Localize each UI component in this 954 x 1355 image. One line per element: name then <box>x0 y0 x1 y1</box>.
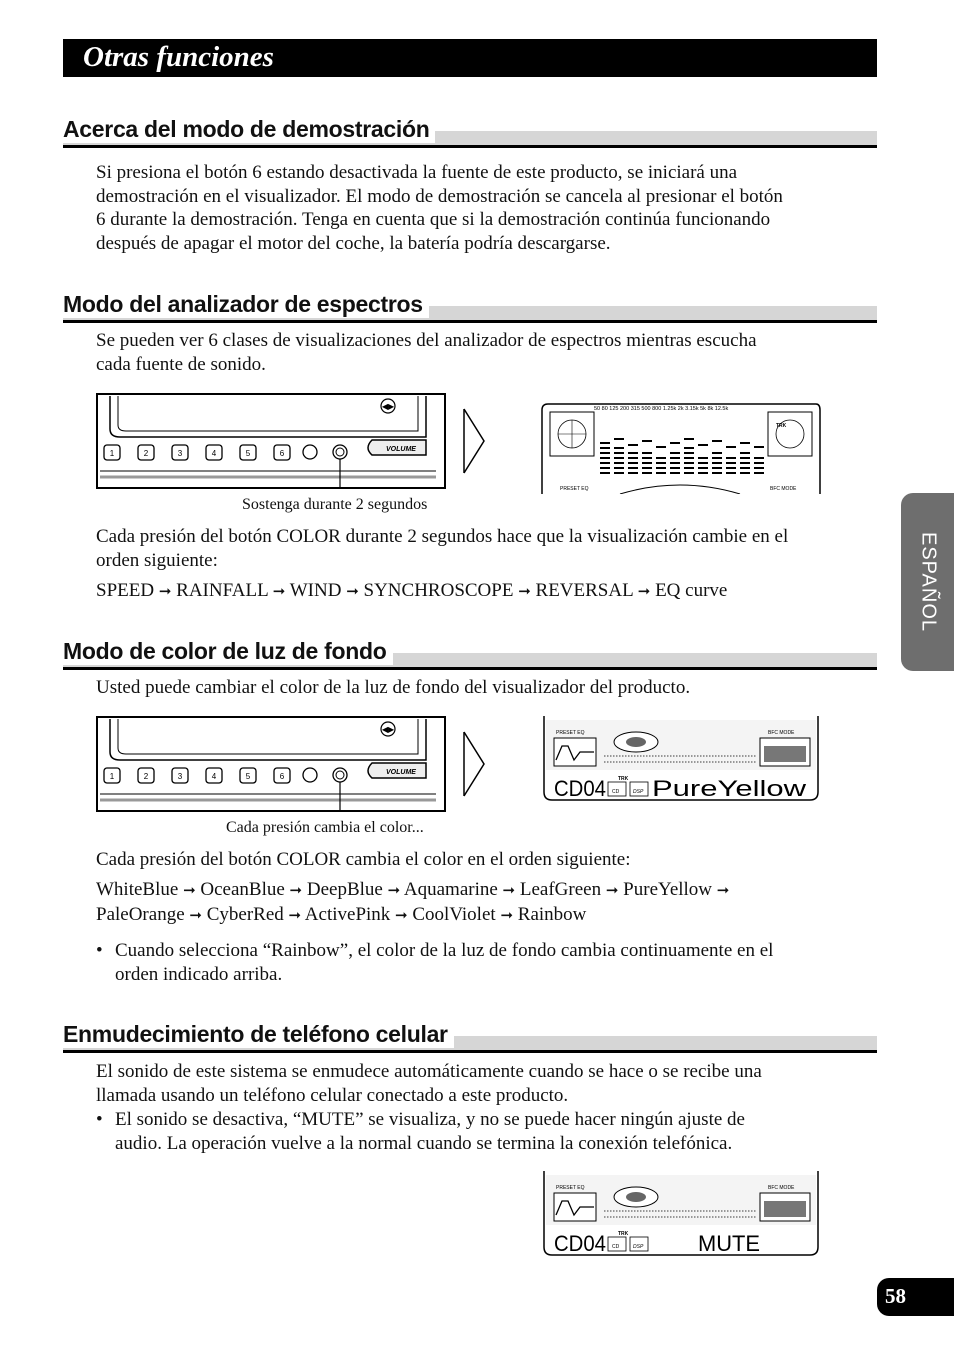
sequence-item: SPEED <box>96 580 155 601</box>
caption-color: Cada presión cambia el color... <box>226 819 424 836</box>
text-line: Cuando selecciona “Rainbow”, el color de la luz de fondo cambia continuamente en el <box>115 940 774 961</box>
display-text: MUTE <box>698 1231 760 1256</box>
language-tab <box>901 493 954 671</box>
right-arrow-icon: ➞ <box>346 582 359 600</box>
sequence-item: LeafGreen <box>519 879 602 900</box>
paragraph-backlight-order: Cada presión del botón COLOR cambia el color en el orden siguiente: <box>96 849 631 870</box>
right-arrow-icon: ➞ <box>518 582 531 600</box>
section-heading-text: Acerca del modo de demostración <box>63 115 435 143</box>
page-number-tab <box>877 1278 954 1316</box>
language-tab-label: ESPAÑOL <box>917 532 939 632</box>
page-title-bar <box>63 39 877 77</box>
svg-text:PRESET EQ: PRESET EQ <box>560 486 589 492</box>
svg-text:2: 2 <box>143 449 149 458</box>
bullet-icon: • <box>96 1109 103 1130</box>
section-heading-phone <box>63 1020 877 1053</box>
display-source: CD04 <box>554 1231 606 1256</box>
svg-text:6: 6 <box>279 449 285 458</box>
svg-text:BFC MODE: BFC MODE <box>770 486 797 492</box>
sequence-item: PaleOrange <box>96 903 185 925</box>
mute-display-illustration <box>542 1171 820 1259</box>
spectrum-display-illustration <box>540 402 822 494</box>
svg-text:1: 1 <box>109 449 115 458</box>
page-title: Otras funciones <box>83 41 274 73</box>
right-arrow-icon: ➞ <box>716 881 730 899</box>
text-line: Si presiona el botón 6 estando desactivada la fuente de este producto, se iniciará una <box>96 162 738 183</box>
text-line: llamada usando un teléfono celular conectado a este producto. <box>96 1084 569 1106</box>
right-arrow-icon: ➞ <box>288 905 302 924</box>
text-line: orden indicado arriba. <box>115 963 283 985</box>
right-arrow-icon: ➞ <box>387 881 401 899</box>
svg-text:TRK: TRK <box>776 423 787 429</box>
function-button <box>303 445 317 459</box>
sequence-item: CyberRed <box>206 903 284 925</box>
svg-text:PRESET EQ: PRESET EQ <box>556 1185 585 1191</box>
function-button <box>303 768 317 782</box>
arrow-right-icon <box>462 730 488 798</box>
bullet-mute <box>96 1108 856 1156</box>
sequence-item: Rainbow <box>517 903 587 925</box>
color-sequence <box>96 878 856 927</box>
sequence-item: PureYellow <box>623 879 713 900</box>
bullet-rainbow <box>96 939 856 987</box>
section-heading-text: Modo de color de luz de fondo <box>63 637 393 665</box>
section-heading-backlight <box>63 637 877 670</box>
svg-text:5: 5 <box>245 449 251 458</box>
right-arrow-icon: ➞ <box>183 881 196 899</box>
sequence-item: Aquamarine <box>403 879 498 900</box>
right-arrow-icon: ➞ <box>605 881 619 899</box>
text-line: Cada presión del botón COLOR durante 2 segundos hace que la visualización cambie en el <box>96 526 789 547</box>
sequence-item: RAINFALL <box>176 580 268 601</box>
paragraph-spectrum-order <box>96 525 866 572</box>
svg-text:4: 4 <box>211 772 217 781</box>
right-arrow-icon: ➞ <box>272 582 286 600</box>
text-line: El sonido se desactiva, “MUTE” se visualiza, y no se puede hacer ningún ajuste de <box>115 1109 745 1130</box>
svg-text:BFC MODE: BFC MODE <box>768 1185 795 1191</box>
color-button <box>333 445 347 459</box>
paragraph-spectrum <box>96 329 856 376</box>
right-arrow-icon: ➞ <box>502 881 516 899</box>
sequence-item: DeepBlue <box>306 879 383 900</box>
svg-text:3: 3 <box>177 449 183 458</box>
svg-text:DSP: DSP <box>633 1244 644 1250</box>
svg-text:BFC MODE: BFC MODE <box>768 730 795 736</box>
paragraph-backlight <box>96 676 856 700</box>
frequency-labels: 50 80 125 200 315 500 800 1.25k 2k 3.15k 5k 8k 12.5k <box>594 406 729 412</box>
text-line: 6 durante la demostración. Tenga en cuenta que si la demostración continúa funcionando <box>96 209 771 230</box>
sequence-item: SYNCHROSCOPE <box>363 580 514 601</box>
svg-text:DSP: DSP <box>633 789 644 795</box>
svg-text:3: 3 <box>177 772 183 781</box>
arrow-right-icon <box>462 407 488 475</box>
section-heading-spectrum <box>63 290 877 323</box>
head-unit-illustration <box>96 393 448 489</box>
paragraph-phone <box>96 1060 856 1107</box>
page-number: 58 <box>885 1284 906 1308</box>
svg-text:5: 5 <box>245 772 251 781</box>
text-line: orden siguiente: <box>96 549 218 571</box>
text-line: El sonido de este sistema se enmudece automáticamente cuando se hace o se recibe una <box>96 1061 762 1082</box>
right-arrow-icon: ➞ <box>289 881 303 899</box>
svg-text:6: 6 <box>279 772 285 781</box>
right-arrow-icon: ➞ <box>637 582 651 600</box>
sequence-item: EQ curve <box>655 580 728 601</box>
sequence-item: WhiteBlue <box>96 879 179 900</box>
svg-text:◀▶: ◀▶ <box>381 725 395 734</box>
svg-text:1: 1 <box>109 772 115 781</box>
text-line: cada fuente de sonido. <box>96 353 266 375</box>
svg-text:TRK: TRK <box>618 776 629 782</box>
backlight-display-illustration <box>542 716 820 804</box>
display-text: PureYellow <box>652 776 807 801</box>
text-line: Se pueden ver 6 clases de visualizaciones del analizador de espectros mientras escucha <box>96 330 757 351</box>
color-button <box>333 768 347 782</box>
right-arrow-icon: ➞ <box>500 905 514 924</box>
sequence-item: WIND <box>289 580 342 601</box>
display-source: CD04 <box>554 776 606 801</box>
svg-text:2: 2 <box>143 772 149 781</box>
svg-text:PRESET EQ: PRESET EQ <box>556 730 585 736</box>
volume-label: VOLUME <box>386 769 416 776</box>
section-heading-text: Enmudecimiento de teléfono celular <box>63 1020 454 1048</box>
bullet-icon: • <box>96 940 103 961</box>
color-sequence-line <box>96 878 856 903</box>
volume-label: VOLUME <box>386 446 416 453</box>
section-heading-text: Modo del analizador de espectros <box>63 290 429 318</box>
svg-text:◀▶: ◀▶ <box>381 402 395 411</box>
right-arrow-icon: ➞ <box>189 905 202 924</box>
section-heading-demo <box>63 115 877 148</box>
sequence-item: ActivePink <box>304 903 391 925</box>
text-line: Usted puede cambiar el color de la luz de fondo del visualizador del producto. <box>96 677 691 698</box>
spectrum-sequence <box>96 579 856 604</box>
right-arrow-icon: ➞ <box>395 905 408 924</box>
sequence-item: OceanBlue <box>200 879 285 900</box>
sequence-item: CoolViolet <box>412 903 496 925</box>
svg-text:CD: CD <box>612 1244 620 1250</box>
sequence-item: REVERSAL <box>535 580 633 601</box>
caption-hold: Sostenga durante 2 segundos <box>242 496 428 513</box>
color-sequence-line <box>96 903 856 928</box>
svg-text:4: 4 <box>211 449 217 458</box>
paragraph-demo <box>96 161 856 255</box>
head-unit-illustration <box>96 716 448 812</box>
text-line: después de apagar el motor del coche, la batería podría descargarse. <box>96 232 611 254</box>
text-line: audio. La operación vuelve a la normal cuando se termina la conexión telefónica. <box>115 1132 733 1154</box>
right-arrow-icon: ➞ <box>158 582 172 600</box>
svg-text:TRK: TRK <box>618 1231 629 1237</box>
text-line: demostración en el visualizador. El modo de demostración se cancela al presionar el botón <box>96 185 783 207</box>
svg-text:CD: CD <box>612 789 620 795</box>
